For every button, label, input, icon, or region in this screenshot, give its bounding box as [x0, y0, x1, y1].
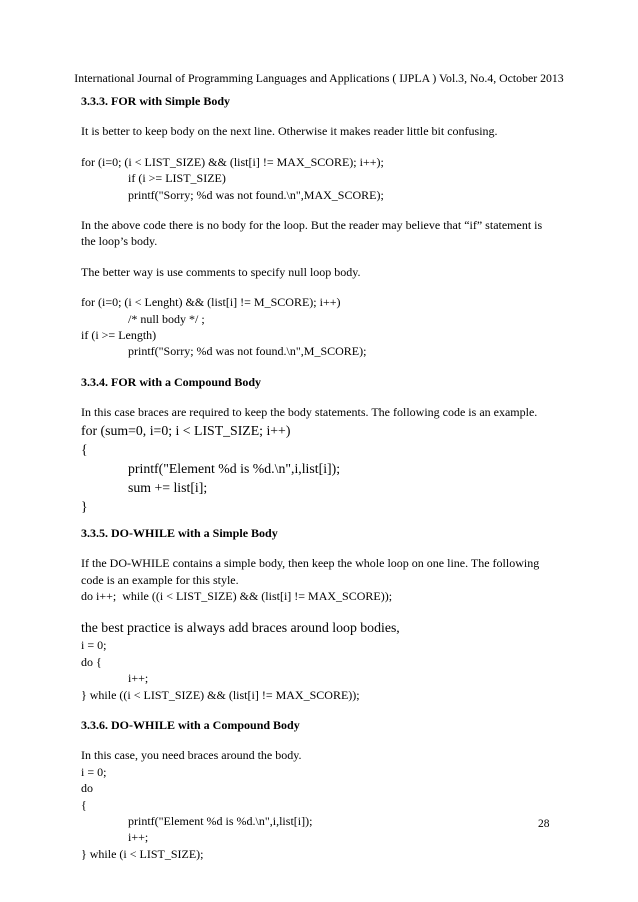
- code-line: for (i=0; (i < LIST_SIZE) && (list[i] != MAX_SCORE); i++);: [81, 154, 384, 169]
- code-line: for (i=0; (i < Lenght) && (list[i] != M_SCORE); i++): [81, 295, 341, 310]
- section-heading-3-3-6: 3.3.6. DO-WHILE with a Compound Body: [81, 717, 300, 732]
- code-block: [81, 421, 561, 516]
- code-line: if (i >= LIST_SIZE): [128, 171, 226, 186]
- paragraph: The better way is use comments to specify null loop body.: [81, 264, 361, 279]
- paragraph-line: If the DO-WHILE contains a simple body, then keep the whole loop on one line. The following: [81, 556, 540, 571]
- code-line: {: [81, 441, 88, 457]
- paragraph-line: code is an example for this style.: [81, 572, 239, 587]
- paragraph-line: In the above code there is no body for the loop. But the reader may believe that “if” statement is: [81, 218, 543, 233]
- section-heading-3-3-5: 3.3.5. DO-WHILE with a Simple Body: [81, 525, 278, 540]
- code-block: [81, 294, 561, 360]
- page-body: [81, 93, 561, 862]
- code-line: do: [81, 781, 93, 796]
- code-line: i = 0;: [81, 638, 107, 653]
- paragraph: In this case, you need braces around the body.: [81, 748, 302, 763]
- code-block: [81, 764, 561, 862]
- code-line: printf("Sorry; %d was not found.\n",M_SCORE);: [128, 344, 367, 359]
- section-heading-3-3-4: 3.3.4. FOR with a Compound Body: [81, 374, 262, 389]
- code-line: do i++; while ((i < LIST_SIZE) && (list[i] != MAX_SCORE));: [81, 588, 393, 603]
- code-line: }: [81, 498, 88, 514]
- code-line: printf("Element %d is %d.\n",i,list[i]);: [128, 813, 313, 828]
- code-block: [81, 637, 561, 703]
- code-line: sum += list[i];: [128, 479, 208, 495]
- paragraph: In this case braces are required to keep the body statements. The following code is an example.: [81, 405, 538, 420]
- code-line: printf("Sorry; %d was not found.\n",MAX_SCORE);: [128, 187, 384, 202]
- code-line: {: [81, 797, 87, 812]
- code-line: do {: [81, 654, 102, 669]
- code-line: for (sum=0, i=0; i < LIST_SIZE; i++): [81, 422, 291, 438]
- code-line: i = 0;: [81, 764, 107, 779]
- code-block: [81, 154, 561, 203]
- code-line: } while ((i < LIST_SIZE) && (list[i] != MAX_SCORE));: [81, 687, 360, 702]
- paragraph: the best practice is always add braces around loop bodies,: [81, 620, 400, 636]
- code-line: } while (i < LIST_SIZE);: [81, 846, 204, 861]
- code-line: if (i >= Length): [81, 328, 157, 343]
- paragraph-line: the loop’s body.: [81, 234, 158, 249]
- page-number: 28: [538, 818, 550, 830]
- section-heading-3-3-3: 3.3.3. FOR with Simple Body: [81, 94, 231, 108]
- running-header: International Journal of Programming Languages and Applications ( IJPLA ) Vol.3, No.4, October 2013: [74, 71, 564, 85]
- paragraph: It is better to keep body on the next line. Otherwise it makes reader little bit confusing.: [81, 124, 498, 139]
- code-line: i++;: [128, 830, 149, 845]
- code-line: /* null body */ ;: [128, 311, 205, 326]
- code-line: printf("Element %d is %d.\n",i,list[i]);: [128, 460, 341, 476]
- code-line: i++;: [128, 671, 149, 686]
